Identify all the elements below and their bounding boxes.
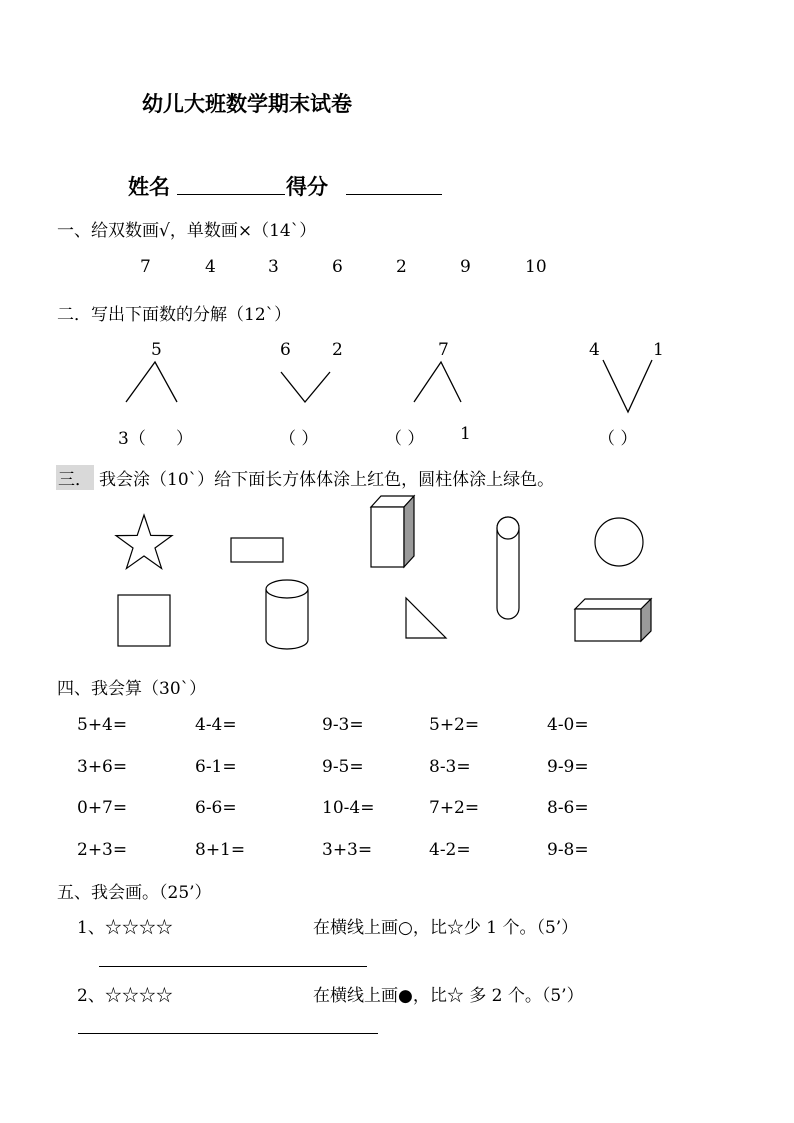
tree4-bottom-answer: （ ） xyxy=(598,429,638,449)
tree1-bottom-right: ） xyxy=(176,429,193,449)
math-problem: 8-6= xyxy=(547,798,589,818)
tree4-top-left: 4 xyxy=(589,340,600,360)
tree1-top-number: 5 xyxy=(151,340,162,360)
tall-cuboid-front xyxy=(371,507,404,567)
section-5-heading: 五、我会画。（25’） xyxy=(57,883,212,903)
math-problem: 9-9= xyxy=(547,757,589,777)
s1-number: 3 xyxy=(268,257,279,277)
long-cuboid-front xyxy=(575,609,641,641)
math-problem: 0+7= xyxy=(77,798,128,818)
page-title: 幼儿大班数学期末试卷 xyxy=(142,91,352,116)
long-cuboid-top xyxy=(575,599,651,609)
tree2-bottom-answer: （ ） xyxy=(279,429,319,449)
tree2-top-right: 2 xyxy=(332,340,343,360)
tree3-bottom-right: 1 xyxy=(460,424,471,444)
rectangle-shape xyxy=(231,538,283,562)
cylinder-top xyxy=(266,580,308,598)
s1-number: 2 xyxy=(396,257,407,277)
slim-cylinder-top xyxy=(497,517,519,539)
math-problem: 3+3= xyxy=(322,840,373,860)
tall-cuboid-side xyxy=(404,496,414,567)
math-problem: 6-1= xyxy=(195,757,237,777)
s1-number: 7 xyxy=(140,257,151,277)
math-problem: 2+3= xyxy=(77,840,128,860)
s1-number: 9 xyxy=(460,257,471,277)
q1-label: 1、☆☆☆☆ xyxy=(77,918,173,938)
math-problem: 9-5= xyxy=(322,757,364,777)
math-problem: 4-2= xyxy=(429,840,471,860)
q2-instruction: 在横线上画●，比☆ 多 2 个。（5’） xyxy=(313,986,584,1006)
tree3-top-number: 7 xyxy=(438,340,449,360)
star-shape xyxy=(116,515,172,569)
math-problem: 9-3= xyxy=(322,715,364,735)
section-1-heading: 一、给双数画√，单数画×（14`） xyxy=(57,221,317,241)
math-problem: 8+1= xyxy=(195,840,246,860)
section-3-label: 三． xyxy=(56,465,94,490)
section-4-heading: 四、我会算（30`） xyxy=(57,679,207,699)
math-problem: 6-6= xyxy=(195,798,237,818)
tree2-branches xyxy=(281,372,330,402)
triangle-shape xyxy=(406,598,446,638)
tree3-branches xyxy=(414,362,461,402)
math-problem: 3+6= xyxy=(77,757,128,777)
q1-instruction: 在横线上画○，比☆少 1 个。（5’） xyxy=(313,918,579,938)
circle-shape xyxy=(595,518,643,566)
score-label: 得分 xyxy=(286,174,328,199)
math-problem: 9-8= xyxy=(547,840,589,860)
math-problem: 7+2= xyxy=(429,798,480,818)
s1-number: 10 xyxy=(525,257,547,277)
math-problem: 8-3= xyxy=(429,757,471,777)
tree2-top-left: 6 xyxy=(280,340,291,360)
math-problem: 5+2= xyxy=(429,715,480,735)
tree4-top-right: 1 xyxy=(653,340,664,360)
name-label: 姓名 xyxy=(128,174,170,199)
s1-number: 4 xyxy=(205,257,216,277)
math-problem: 4-0= xyxy=(547,715,589,735)
square-shape xyxy=(118,595,170,646)
math-problem: 10-4= xyxy=(322,798,375,818)
s1-number: 6 xyxy=(332,257,343,277)
math-problem: 5+4= xyxy=(77,715,128,735)
section-2-heading: 二．写出下面数的分解（12`） xyxy=(57,305,292,325)
tree3-bottom-answer: （ ） xyxy=(385,429,425,449)
section-3-heading: 我会涂（10`）给下面长方体体涂上红色，圆柱体涂上绿色。 xyxy=(99,470,555,490)
tree1-branches xyxy=(126,362,177,402)
tree1-bottom-left: 3（ xyxy=(118,429,146,449)
q2-label: 2、☆☆☆☆ xyxy=(77,986,173,1006)
math-problem: 4-4= xyxy=(195,715,237,735)
tree4-branches xyxy=(603,360,652,412)
